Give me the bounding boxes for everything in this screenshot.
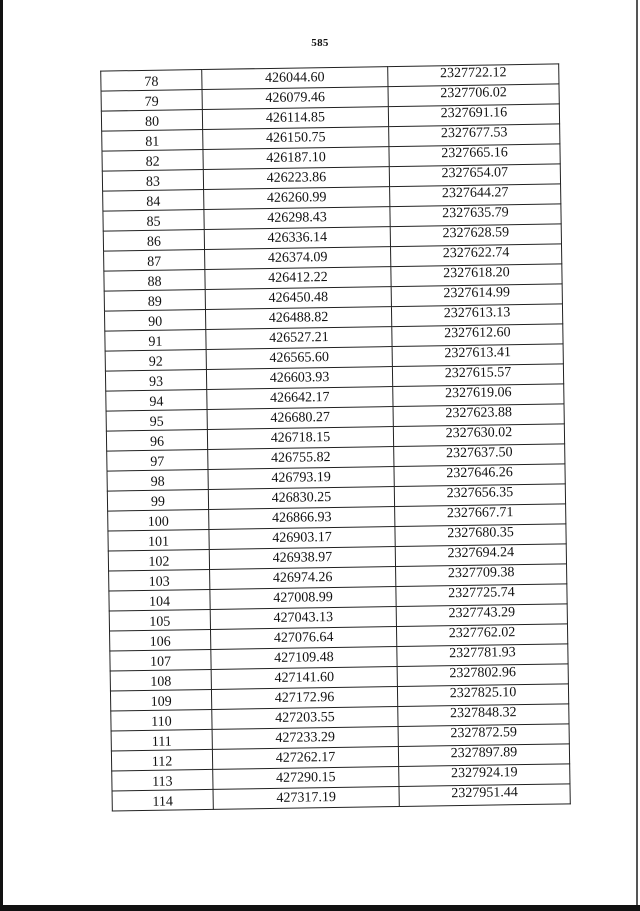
point-number-cell [110,669,211,691]
point-number-cell [101,90,202,112]
y-coordinate-cell [393,424,564,447]
y-coordinate-cell [399,784,570,807]
point-number-cell [106,389,207,411]
point-number-cell [102,170,203,192]
y-coordinate-cell [390,224,561,247]
y-coordinate-cell [391,304,562,327]
point-number-cell [107,449,208,471]
y-coordinate-text: 2327635.79 [442,205,509,222]
point-number-cell [104,309,205,331]
point-number-text: 85 [146,214,161,230]
y-coordinate-text: 2327691.16 [440,105,508,122]
point-number-text: 101 [148,534,170,550]
x-coordinate-text: 427109.48 [274,650,334,666]
y-coordinate-text: 2327637.50 [445,445,513,462]
y-coordinate-cell [391,244,562,267]
x-coordinate-text: 426336.14 [267,230,328,247]
y-coordinate-cell [396,584,567,607]
point-number-cell [101,110,202,132]
point-number-text: 114 [152,794,174,810]
y-coordinate-cell [397,644,568,667]
x-coordinate-text: 426488.82 [268,310,329,326]
y-coordinate-cell [396,564,567,587]
y-coordinate-text: 2327706.02 [440,85,507,102]
x-coordinate-text: 427043.13 [273,610,334,626]
y-coordinate-text: 2327623.88 [445,405,513,422]
point-number-text: 104 [148,594,171,610]
point-number-text: 88 [147,274,162,290]
y-coordinate-text: 2327628.59 [442,225,510,242]
point-number-cell [103,190,204,212]
y-coordinate-text: 2327619.06 [444,385,512,402]
point-number-cell [107,469,208,491]
y-coordinate-cell [395,524,566,547]
point-number-cell [104,289,205,311]
point-number-cell [102,150,203,172]
y-coordinate-text: 2327614.99 [443,285,511,302]
point-number-text: 100 [147,514,169,530]
point-number-text: 98 [150,474,165,490]
point-number-text: 109 [150,694,172,710]
point-number-text: 108 [150,674,172,690]
x-coordinate-text: 426903.17 [272,530,332,546]
x-coordinate-text: 426603.93 [269,370,330,386]
x-coordinate-text: 427076.64 [273,630,334,646]
point-number-cell [108,529,209,551]
y-coordinate-text: 2327694.24 [447,545,515,562]
point-number-cell [107,489,208,511]
x-coordinate-text: 427203.55 [275,710,335,726]
y-coordinate-text: 2327781.93 [449,645,516,662]
y-coordinate-cell [389,164,560,187]
y-coordinate-cell [398,724,569,747]
x-coordinate-text: 426680.27 [270,410,331,426]
point-number-cell [111,749,212,771]
x-coordinate-text: 426150.75 [265,130,326,147]
y-coordinate-text: 2327644.27 [441,185,509,202]
coordinate-table-container [100,63,567,811]
point-number-cell [110,629,211,651]
y-coordinate-text: 2327677.53 [440,125,508,142]
x-coordinate-text: 426044.60 [264,70,325,87]
y-coordinate-cell [392,344,563,367]
y-coordinate-cell [388,84,559,107]
y-coordinate-cell [388,104,559,127]
y-coordinate-cell [390,204,561,227]
y-coordinate-text: 2327630.02 [445,425,513,442]
y-coordinate-cell [398,704,569,727]
x-coordinate-text: 426298.43 [267,210,327,227]
point-number-cell [101,70,202,92]
point-number-text: 84 [146,194,161,210]
point-number-cell [110,689,211,711]
x-coordinate-text: 426079.46 [265,90,326,107]
point-number-text: 87 [147,254,162,270]
y-coordinate-text: 2327848.32 [449,705,517,722]
point-number-text: 90 [148,314,163,330]
point-number-cell [109,589,210,611]
point-number-text: 111 [151,734,172,750]
x-coordinate-text: 427141.60 [274,670,335,686]
x-coordinate-text: 426974.26 [272,570,333,586]
x-coordinate-text: 426793.19 [271,470,331,486]
y-coordinate-cell [396,604,567,627]
point-number-cell [103,230,204,252]
y-coordinate-cell [395,544,566,567]
x-coordinate-text: 427008.99 [273,590,333,606]
y-coordinate-cell [394,484,565,507]
point-number-cell [109,569,210,591]
point-number-text: 96 [149,434,165,450]
x-coordinate-text: 426450.48 [268,290,329,307]
point-number-cell [103,210,204,232]
coordinate-table-body [101,64,571,811]
y-coordinate-text: 2327722.12 [439,65,507,82]
y-coordinate-cell [392,324,563,347]
point-number-text: 97 [150,454,165,470]
point-number-text: 81 [145,134,160,150]
y-coordinate-text: 2327646.26 [446,465,513,482]
point-number-text: 105 [149,614,171,630]
point-number-text: 110 [151,714,172,730]
point-number-cell [111,729,212,751]
x-coordinate-text: 426642.17 [270,390,330,406]
scan-edge-bottom [0,905,640,911]
page-number: 585 [311,37,329,49]
y-coordinate-text: 2327613.41 [444,345,512,362]
y-coordinate-cell [396,624,567,647]
y-coordinate-text: 2327762.02 [448,625,516,642]
point-number-cell [104,250,205,272]
point-number-cell [106,409,207,431]
y-coordinate-text: 2327665.16 [441,145,508,162]
x-coordinate-text: 426830.25 [271,490,332,506]
y-coordinate-cell [397,664,568,687]
point-number-cell [111,709,212,731]
x-coordinate-text: 426260.99 [266,190,327,207]
y-coordinate-cell [389,144,560,167]
x-coordinate-text: 426114.85 [265,110,326,127]
x-coordinate-text: 426718.15 [270,430,331,446]
point-number-text: 83 [145,174,161,190]
y-coordinate-cell [388,64,559,87]
point-number-text: 78 [144,74,159,90]
y-coordinate-text: 2327951.44 [451,785,518,802]
y-coordinate-text: 2327897.89 [450,745,518,762]
x-coordinate-text: 427290.15 [275,770,336,786]
point-number-text: 95 [149,414,164,430]
y-coordinate-cell [394,444,565,467]
y-coordinate-cell [391,264,562,287]
y-coordinate-cell [392,364,563,387]
point-number-text: 86 [146,234,162,250]
coordinate-table [100,63,571,811]
point-number-cell [106,429,207,451]
x-coordinate-cell [213,787,399,810]
y-coordinate-text: 2327709.38 [447,565,515,582]
x-coordinate-text: 426938.97 [272,550,333,566]
y-coordinate-cell [391,284,562,307]
x-coordinate-text: 427317.19 [276,790,337,806]
point-number-text: 107 [149,654,172,670]
y-coordinate-text: 2327613.13 [443,305,511,322]
point-number-text: 80 [144,114,160,130]
x-coordinate-text: 426412.22 [268,270,328,287]
y-coordinate-text: 2327622.74 [442,245,510,262]
y-coordinate-cell [399,764,570,787]
y-coordinate-text: 2327618.20 [443,265,510,282]
scan-edge-right [636,0,638,911]
y-coordinate-cell [393,404,564,427]
y-coordinate-text: 2327725.74 [448,585,515,602]
point-number-text: 113 [152,774,173,790]
y-coordinate-text: 2327825.10 [449,685,517,702]
y-coordinate-cell [393,384,564,407]
x-coordinate-text: 426223.86 [266,170,327,187]
scan-edge-left [0,0,3,911]
point-number-text: 106 [149,634,171,650]
point-number-text: 93 [148,374,164,390]
y-coordinate-text: 2327667.71 [446,505,514,522]
y-coordinate-cell [394,464,565,487]
y-coordinate-cell [390,184,561,207]
point-number-cell [102,130,203,152]
y-coordinate-cell [395,504,566,527]
y-coordinate-cell [389,124,560,147]
point-number-text: 79 [144,94,159,110]
x-coordinate-text: 426755.82 [270,450,331,466]
y-coordinate-text: 2327656.35 [446,485,514,502]
point-number-cell [105,329,206,351]
y-coordinate-text: 2327615.57 [444,365,512,382]
point-number-text: 82 [145,154,160,170]
y-coordinate-text: 2327802.96 [449,665,517,682]
y-coordinate-text: 2327680.35 [447,525,514,542]
point-number-text: 89 [147,294,162,310]
x-coordinate-text: 427233.29 [275,730,336,746]
point-number-cell [112,789,213,811]
y-coordinate-text: 2327743.29 [448,605,516,622]
point-number-cell [110,649,211,671]
x-coordinate-text: 427262.17 [275,750,336,766]
point-number-cell [108,549,209,571]
x-coordinate-text: 426527.21 [269,330,329,346]
x-coordinate-text: 427172.96 [274,690,335,706]
x-coordinate-text: 426866.93 [271,510,332,526]
y-coordinate-cell [397,684,568,707]
point-number-text: 112 [151,754,173,770]
y-coordinate-cell [398,744,569,767]
point-number-cell [109,609,210,631]
point-number-cell [105,369,206,391]
point-number-text: 91 [148,334,163,350]
point-number-text: 103 [148,574,170,590]
x-coordinate-text: 426565.60 [269,350,330,366]
point-number-text: 94 [149,394,164,410]
point-number-text: 102 [148,554,170,570]
point-number-text: 99 [150,494,166,510]
y-coordinate-text: 2327872.59 [450,725,518,742]
point-number-cell [108,509,209,531]
y-coordinate-text: 2327924.19 [450,765,518,782]
y-coordinate-text: 2327654.07 [441,165,509,182]
point-number-cell [112,769,213,791]
x-coordinate-text: 426187.10 [266,150,326,167]
point-number-cell [105,349,206,371]
point-number-text: 92 [148,354,163,370]
x-coordinate-text: 426374.09 [267,250,328,267]
point-number-cell [104,270,205,292]
y-coordinate-text: 2327612.60 [444,325,511,342]
